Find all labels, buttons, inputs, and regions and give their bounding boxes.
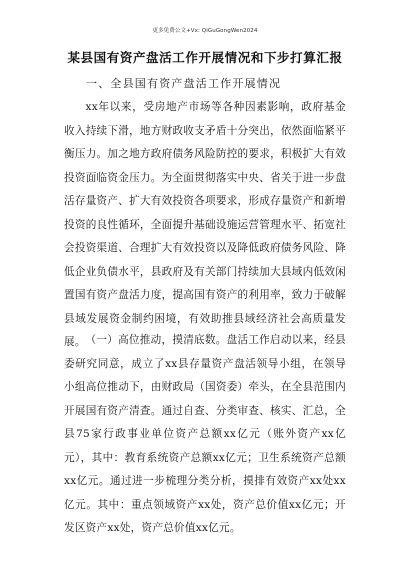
paragraph: （一）高位推动，摸清底数。盘活工作启动以来，经县委研究同意，成立了xx县存量资产盘活领导小组，在领导小组高位推动下，由财政局（国资委）牵头，在全县范围内开展国有资产清查。通过自查、分类审查、核实、汇总，全县75家行政事业单位资产总额xx亿元（账外资产xx亿元），其中：教育系统资产总额xx亿元；卫生系统资产总额xx亿元。通过进一步梳理分类分析，摸排有效资产xx处xx亿元。其中：重点领域资产xx处，资产总价值xx亿元；开发区资产xx处，资产总价值xx亿元。: [64, 334, 346, 534]
header-note: 更多免费公文+Vx: QiGuGongWen2024: [152, 28, 258, 34]
section-heading: 一、全县国有资产盘活工作开展情况: [86, 77, 282, 90]
paragraph: xx年以来，受房地产市场等各种因素影响，政府基金收入持续下滑，地方财政收支矛盾十分突出，依然面临紧平衡压力。加之地方政府债务风险防控的要求，积极扩大有效投资面临资金压力。为全面贯彻落实中央、省关于进一步盘活存量资产、扩大有效投资各项要求，形成存量资产和新增投资的良性循环，全面提升基础设施运营管理水平、拓宽社会投资渠道、合理扩大有效投资以及降低政府债务风险、降低企业负债水平，县政府及有关部门持续加大县域内低效闲置国有资产盘活力度，提高国有资产的利用率，致力于破解县域发展资金制约困境，有效助推县域经济社会高质量发展。: [64, 101, 346, 348]
document-title: 某县国有资产盘活工作开展情况和下步打算汇报: [67, 50, 343, 65]
